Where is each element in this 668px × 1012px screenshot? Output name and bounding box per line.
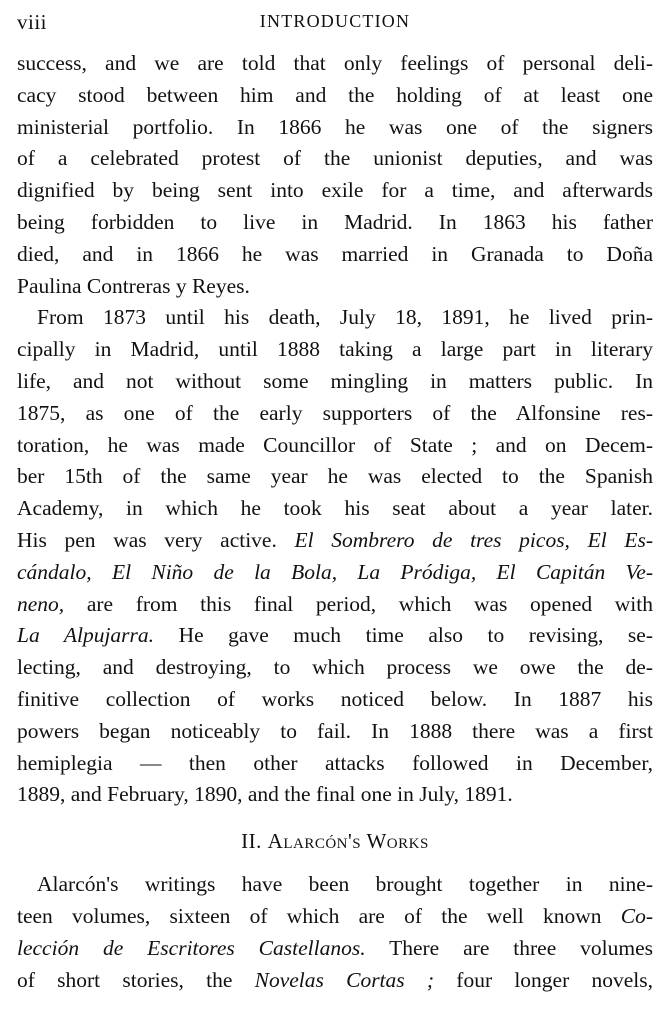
text-line [17, 589, 653, 621]
section-numeral: II. [241, 829, 262, 854]
text-line: Alarcón's writings have been brought together in nine- [37, 872, 653, 897]
book-title-run: La Alpujarra. [17, 623, 155, 648]
text-run: There are three volumes [389, 935, 653, 960]
text-line: ministerial portfolio. In 1866 he was one of the signers [17, 114, 653, 139]
book-title-run: El Sombrero de tres picos, El Es- [294, 527, 654, 552]
page-number: viii [17, 10, 48, 34]
book-title-run: neno, [17, 591, 65, 616]
text-line: dignified by being sent into exile for a time, and afterwards [17, 178, 653, 203]
page-header [17, 8, 653, 48]
book-title-run: cándalo, El Niño de la Bola, La Pródiga, El Capitán Ve- [17, 559, 653, 584]
text-line: success, and we are told that only feelings of personal deli- [17, 51, 653, 75]
text-line: Academy, in which he took his seat about a year later. [17, 496, 653, 521]
text-line: 1889, and February, 1890, and the final one in July, 1891. [17, 782, 513, 807]
book-title-run: Novelas Cortas ; [254, 967, 435, 992]
text-run: His pen was very active. [17, 527, 277, 552]
text-line: Paulina Contreras y Reyes. [17, 273, 250, 298]
text-line: 1875, as one of the early supporters of the Alfonsine res- [17, 400, 653, 425]
text-line: life, and not without some mingling in matters public. In [17, 368, 653, 393]
text-line: From 1873 until his death, July 18, 1891, he lived prin- [37, 305, 653, 330]
book-title-run: Co- [620, 903, 654, 928]
text-line [17, 525, 653, 557]
text-line: died, and in 1866 he was married in Granada to Doña [17, 241, 653, 266]
text-line: cacy stood between him and the holding of at least one [17, 82, 653, 107]
text-run: teen volumes, sixteen of which are of the well known [17, 903, 602, 928]
text-line [17, 933, 653, 965]
text-run: He gave much time also to revising, se- [178, 623, 653, 648]
text-run: are from this final period, which was opened with [86, 591, 653, 616]
section-heading [17, 825, 653, 857]
text-line: cipally in Madrid, until 1888 taking a large part in literary [17, 337, 653, 362]
text-line [17, 557, 653, 589]
text-line: powers began noticeably to fail. In 1888 there was a first [17, 718, 653, 743]
book-title-run: lección de Escritores Castellanos. [17, 935, 366, 960]
running-head: INTRODUCTION [259, 11, 411, 31]
text-line: lecting, and destroying, to which process we owe the de- [17, 655, 653, 680]
text-line [17, 965, 653, 997]
text-line [17, 901, 653, 933]
text-line: toration, he was made Councillor of State ; and on Decem- [17, 432, 653, 457]
text-run: of short stories, the [17, 967, 233, 992]
text-line: hemiplegia — then other attacks followed in December, [17, 750, 653, 775]
paragraph-1 [17, 48, 653, 302]
text-line: being forbidden to live in Madrid. In 1863 his father [17, 209, 653, 234]
text-line [17, 620, 653, 652]
text-line: ber 15th of the same year he was elected to the Spanish [17, 464, 653, 489]
text-line: finitive collection of works noticed below. In 1887 his [17, 686, 653, 711]
text-line: of a celebrated protest of the unionist deputies, and was [17, 146, 653, 171]
paragraph-3 [17, 869, 653, 996]
paragraph-2 [17, 302, 653, 811]
text-run: four longer novels, [456, 967, 653, 992]
section-title: Alarcón's Works [267, 829, 429, 854]
book-page [17, 8, 653, 996]
